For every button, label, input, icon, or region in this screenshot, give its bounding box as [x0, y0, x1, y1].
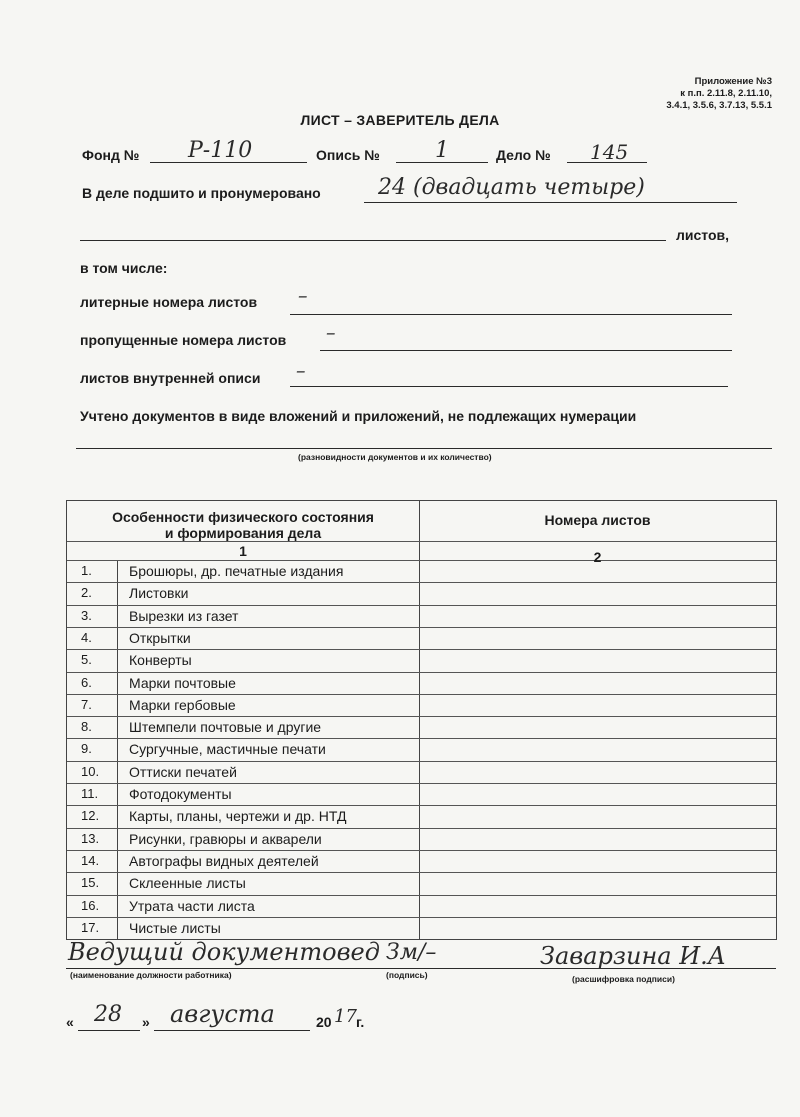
table-header-col1-line1: Особенности физического состояния [112, 509, 374, 525]
internal-value[interactable]: – [296, 360, 306, 382]
row-sheet-numbers-cell[interactable] [423, 806, 773, 826]
table-col1-number: 1 [239, 543, 247, 559]
table-divider-main [419, 501, 420, 939]
row-number: 10. [81, 763, 100, 779]
row-number: 14. [81, 852, 100, 868]
literal-underline [290, 314, 732, 315]
row-sheet-numbers-cell[interactable] [423, 650, 773, 670]
row-sheet-numbers-cell[interactable] [423, 784, 773, 804]
row-feature: Карты, планы, чертежи и др. НТД [129, 808, 347, 825]
podshito-value[interactable]: 24 (двадцать четыре) [378, 175, 645, 200]
row-feature: Сургучные, мастичные печати [129, 741, 326, 758]
table-col2-number: 2 [593, 549, 602, 565]
literal-label: литерные номера листов [80, 294, 258, 310]
row-sheet-numbers-cell[interactable] [423, 583, 773, 603]
fond-label: Фонд № [82, 147, 140, 163]
podshito-underline-2 [80, 240, 666, 241]
row-feature: Фотодокументы [129, 786, 232, 802]
row-sheet-numbers-cell[interactable] [423, 673, 773, 693]
row-number: 9. [81, 741, 92, 757]
row-feature: Марки почтовые [129, 674, 236, 691]
row-number: 5. [81, 652, 92, 668]
date-month[interactable]: августа [170, 1000, 275, 1028]
row-number: 11. [81, 786, 99, 801]
row-sheet-numbers-cell[interactable] [423, 918, 773, 938]
row-sheet-numbers-cell[interactable] [423, 606, 773, 626]
row-number: 6. [81, 674, 92, 690]
row-sheet-numbers-cell[interactable] [423, 739, 773, 759]
row-number: 4. [81, 629, 92, 645]
opis-value[interactable]: 1 [435, 138, 449, 163]
appendix-line-2: к п.п. 2.11.8, 2.11.10, [680, 88, 772, 99]
row-feature: Листовки [129, 585, 189, 602]
row-number: 7. [81, 696, 92, 712]
delo-label: Дело № [496, 147, 551, 163]
day-underline [78, 1030, 140, 1031]
row-feature: Склеенные листы [129, 875, 246, 892]
appendix-line-3: 3.4.1, 3.5.6, 3.7.13, 5.5.1 [666, 100, 772, 111]
name-caption: (расшифровка подписи) [572, 974, 675, 984]
row-feature: Оттиски печатей [129, 763, 237, 780]
page-title: ЛИСТ – ЗАВЕРИТЕЛЬ ДЕЛА [300, 112, 500, 128]
literal-value[interactable]: – [298, 285, 308, 307]
delo-value[interactable]: 145 [590, 140, 629, 164]
year-g: г. [356, 1014, 365, 1030]
table-header-col1 [67, 509, 419, 541]
row-number: 1. [81, 563, 92, 578]
row-feature: Марки гербовые [129, 696, 236, 713]
signature-handwritten[interactable]: Зм/– [386, 940, 437, 965]
row-sheet-numbers-cell[interactable] [423, 762, 773, 782]
counted-caption: (разновидности документов и их количество) [298, 452, 492, 462]
missing-value[interactable]: – [326, 322, 336, 344]
row-feature: Автографы видных деятелей [129, 852, 319, 869]
row-number: 16. [81, 897, 100, 913]
row-sheet-numbers-cell[interactable] [423, 561, 773, 581]
year-prefix: 20 [316, 1014, 332, 1030]
physical-state-table [66, 500, 777, 940]
listov-suffix: листов, [676, 227, 730, 243]
row-sheet-numbers-cell[interactable] [423, 851, 773, 871]
appendix-reference [666, 76, 772, 112]
position-handwritten[interactable]: Ведущий документовед [68, 938, 380, 966]
row-feature: Утрата части листа [129, 897, 255, 914]
month-underline [154, 1030, 310, 1031]
opis-label: Опись № [316, 147, 380, 163]
row-number: 8. [81, 719, 92, 735]
name-handwritten[interactable]: Заварзина И.А [540, 942, 726, 970]
row-feature: Штемпели почтовые и другие [129, 719, 322, 736]
appendix-line-1: Приложение №3 [694, 76, 772, 87]
internal-underline [290, 386, 728, 387]
row-feature: Вырезки из газет [129, 607, 239, 624]
table-header-col1-line2: и формирования дела [164, 525, 322, 541]
row-number: 12. [81, 808, 100, 824]
podshito-underline [364, 202, 737, 203]
missing-label: пропущенные номера листов [80, 332, 287, 348]
row-feature: Рисунки, гравюры и акварели [129, 830, 322, 847]
row-sheet-numbers-cell[interactable] [423, 873, 773, 893]
row-sheet-numbers-cell[interactable] [423, 628, 773, 648]
row-sheet-numbers-cell[interactable] [423, 695, 773, 715]
row-sheet-numbers-cell[interactable] [423, 829, 773, 849]
row-sheet-numbers-cell[interactable] [423, 896, 773, 916]
missing-underline [320, 350, 732, 351]
signature-caption: (подпись) [386, 970, 428, 980]
podshito-label: В деле подшито и пронумеровано [82, 185, 321, 201]
internal-label: листов внутренней описи [80, 370, 261, 386]
v-tom-chisle: в том числе: [80, 260, 168, 276]
table-divider-num [117, 560, 118, 939]
row-feature: Конверты [129, 652, 192, 669]
position-caption: (наименование должности работника) [70, 970, 232, 980]
row-feature: Чистые листы [129, 919, 221, 936]
row-feature: Брошюры, др. печатные издания [129, 563, 344, 579]
row-number: 2. [81, 585, 92, 601]
row-number: 13. [81, 830, 100, 846]
date-day[interactable]: 28 [94, 1002, 122, 1027]
date-open-quote: « [66, 1014, 74, 1030]
counted-underline [76, 448, 772, 449]
table-header-col2: Номера листов [544, 512, 651, 528]
row-number: 15. [81, 875, 100, 891]
row-sheet-numbers-cell[interactable] [423, 717, 773, 737]
row-number: 3. [81, 607, 92, 623]
row-number: 17. [81, 919, 100, 935]
row-feature: Открытки [129, 629, 191, 646]
year-suffix[interactable]: 17 [334, 1006, 357, 1027]
fond-value[interactable]: Р-110 [188, 138, 253, 163]
date-close-quote: » [142, 1014, 150, 1030]
table-header-rule [67, 541, 776, 542]
counted-label: Учтено документов в виде вложений и приложений, не подлежащих нумерации [80, 408, 637, 424]
